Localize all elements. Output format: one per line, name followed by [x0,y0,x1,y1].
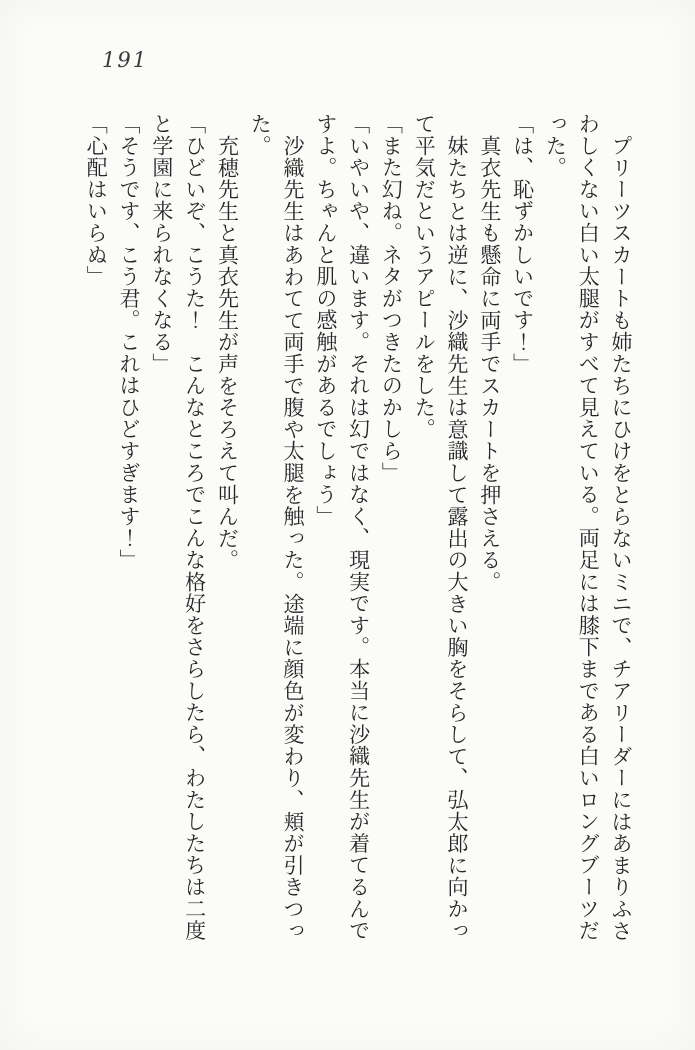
page-number: 191 [102,48,149,72]
paragraph-dialogue: 「そうです、こう君。これはひどすぎます！」 [117,113,142,571]
paragraph-dialogue: 「また幻ね。ネタがつきたのかしら」 [379,113,404,484]
paragraph-dialogue: 「いやいや、違います。それは幻ではなく、現実です。本当に沙織先生が着てるんですよ。ちゃんと肌の感触があるでしょう」 [313,113,371,942]
paragraph: 真衣先生も懸命に両手でスカートを押さえる。 [477,135,502,593]
text-block [73,113,637,947]
paragraph: 妹たちとは逆に、沙織先生は意識して露出の大きい胸をそらして、弘太郎に向かって平気だというアピールをした。 [412,113,470,942]
paragraph-dialogue: 「は、恥ずかしいです！」 [510,113,535,375]
paragraph: プリーツスカートも姉たちにひけをとらないミニで、チアリーダーにはあまりふさわしくない白い太腿がすべて見えている。両足には膝下まである白いロングブーツだった。 [543,113,633,942]
paragraph-dialogue: 「ひどいぞ、こうた！ こんなところでこんな格好をさらしたら、わたしたちは二度と学園に来られなくなる」 [149,113,207,942]
paragraph: 沙織先生はあわてて両手で腹や太腿を触った。途端に顔色が変わり、頬が引きつった。 [248,113,306,942]
paragraph: 充穂先生と真衣先生が声をそろえて叫んだ。 [215,135,240,571]
paragraph-dialogue: 「心配はいらぬ」 [84,113,109,288]
